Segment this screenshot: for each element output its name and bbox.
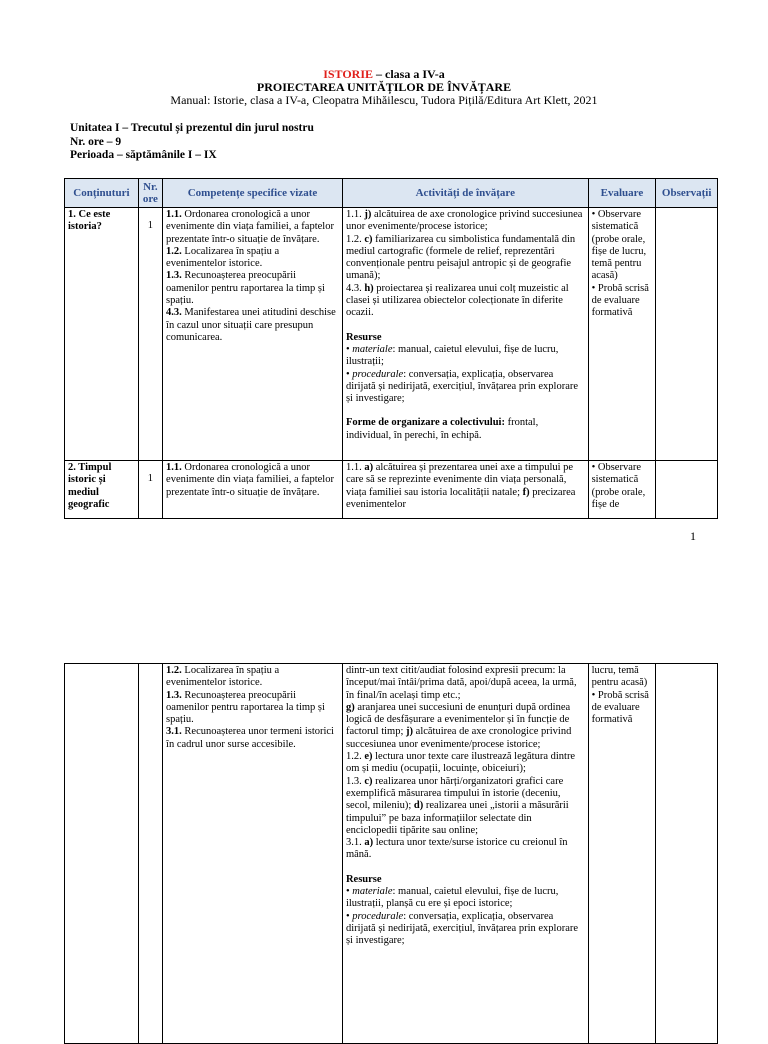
header-evaluare: Evaluare [588,179,656,208]
hours-cell [138,664,162,1044]
activity-item: dintr-un text citit/audiat folosind expresii precum: la început/mai întâi/prima dată, apoi/după aceea, la urmă, în final/în același timp etc.; [345,665,577,701]
unit-period: Perioada – săptămânile I – IX [70,149,217,161]
page-gap [0,560,768,660]
evaluation-item: lucru, temă pentru acasă) [591,665,648,689]
competence-item: 1.1. Ordonarea cronologică a unor evenimente din viața familiei, a faptelor prezentate într-o situație de învățare. [166,462,334,498]
planning-table-continued [64,663,718,1044]
evaluation-item: • Observare sistematică (probe orale, fișe de [591,462,646,510]
unit-info [70,122,314,163]
table-row [65,208,718,461]
resources-materials: • materiale: manual, caietul elevului, fișe de lucru, ilustrații; [345,343,559,368]
document-header [0,68,768,107]
competence-item: 1.3. Recunoașterea preocupării oamenilor pentru raportarea la timp și spațiu. [166,270,325,307]
unit-title: Unitatea I – Trecutul și prezentul din jurul nostru [70,122,314,134]
content-cell [65,664,139,1044]
resources-procedures: • procedurale: conversația, explicația, observarea dirijată și nedirijată, exercițiul, învățarea prin explorare și investigare; [345,368,579,405]
competences-cell [163,664,343,1044]
manual-reference: Manual: Istorie, clasa a IV-a, Cleopatra Mihăilescu, Tudora Pițilă/Editura Art Klett, 2021 [170,93,598,107]
document-title: PROIECTAREA UNITĂȚILOR DE ÎNVĂȚARE [256,80,512,94]
resources-title: Resurse [345,331,382,343]
activity-item: 1.2. e) lectura unor texte care ilustrează legătura dintre om și mediu (ocupații, locuințe, obiceiuri); [345,751,576,775]
resources-materials: • materiale: manual, caietul elevului, fișe de lucru, ilustrații, planșă cu ere și epoci istorice; [345,886,559,910]
organization-forms: Forme de organizare a colectivului: frontal, individual, în perechi, în echipă. [345,417,539,441]
competence-item: 1.2. Localizarea în spațiu a evenimentelor istorice. [166,245,280,270]
evaluation-cell [588,461,656,519]
planning-table [64,178,718,519]
class-label: – clasa a IV-a [373,67,445,81]
activities-cell [342,664,588,1044]
activity-item: 1.3. c) realizarea unor hărți/organizatori grafici care exemplifică măsurarea timpului în istorie (deceniu, secol, mileniu); d) realizarea unei „istorii a măsurării timpului” pe baza informațiilor selectate din enciclopedii tipărite sau online; [345,775,569,836]
content-cell: 2. Timpul istoric și mediul geografic [65,461,139,519]
unit-hours: Nr. ore – 9 [70,135,122,148]
evaluation-cell [588,664,656,1044]
activity-item: 1.1. a) alcătuirea și prezentarea unei axe a timpului pe care să se reprezinte evenimente din viața personală, viața familiei sau istoria localității natale; f) precizarea evenimentelor [345,462,576,510]
evaluation-item: • Probă scrisă de evaluare formativă [591,282,649,319]
content-cell: 1. Ce este istoria? [65,208,139,461]
table-row [65,664,718,1044]
header-competente: Competențe specifice vizate [163,179,343,208]
resources-title: Resurse [345,873,382,885]
header-activitati: Activități de învățare [342,179,588,208]
activity-item: 3.1. a) lectura unor texte/surse istorice cu creionul în mână. [345,837,568,861]
evaluation-cell [588,208,656,461]
header-continuturi: Conținuturi [65,179,139,208]
competence-item: 3.1. Recunoașterea unor termeni istorici în cadrul unor surse accesibile. [166,726,334,750]
header-observatii: Observații [656,179,718,208]
activity-item: 1.2. c) familiarizarea cu simbolistica fundamentală din mediul cartografic (formele de relief, reprezentări convenționale pentru peisajul antropic și de geografie umană); [345,233,576,282]
observations-cell [656,461,718,519]
activity-item: 1.1. j) alcătuirea de axe cronologice privind succesiunea unor evenimente/procese istorice; [345,209,583,233]
competences-cell [163,208,343,461]
competence-item: 1.3. Recunoașterea preocupării oamenilor pentru raportarea la timp și spațiu. [166,689,325,726]
activities-cell [342,208,588,461]
hours-cell: 1 [138,461,162,519]
competence-item: 1.1. Ordonarea cronologică a unor evenimente din viața familiei, a faptelor prezentate într-o situație de învățare. [166,209,334,245]
header-nr-ore: Nr. ore [138,179,162,208]
resources-procedures: • procedurale: conversația, explicația, observarea dirijată și nedirijată, exercițiul, învățarea prin explorare și investigare; [345,910,579,947]
activity-item: 4.3. h) proiectarea și realizarea unui colț muzeistic al clasei și utilizarea obiectelor colecționate în diferite ocazii. [345,282,569,319]
competence-item: 1.2. Localizarea în spațiu a evenimentelor istorice. [166,665,280,689]
activities-cell [342,461,588,519]
competence-item: 4.3. Manifestarea unei atitudini deschise în cazul unor situații care presupun comunicarea. [166,307,336,343]
evaluation-item: • Probă scrisă de evaluare formativă [591,689,649,726]
table-row [65,461,718,519]
page-number: 1 [690,529,696,543]
subject-title: ISTORIE [323,67,374,81]
evaluation-item: • Observare sistematică (probe orale, fișe de lucru, temă pentru acasă) [591,209,647,282]
hours-cell: 1 [138,208,162,461]
table-header-row [65,179,718,208]
activity-item: g) aranjarea unei succesiuni de enunțuri după ordinea logică de desfășurare a evenimentelor și în funcție de factorul timp; j) alcătuirea de axe cronologice privind succesiunea unor evenimente/procese istorice; [345,701,572,750]
competences-cell [163,461,343,519]
observations-cell [656,664,718,1044]
observations-cell [656,208,718,461]
